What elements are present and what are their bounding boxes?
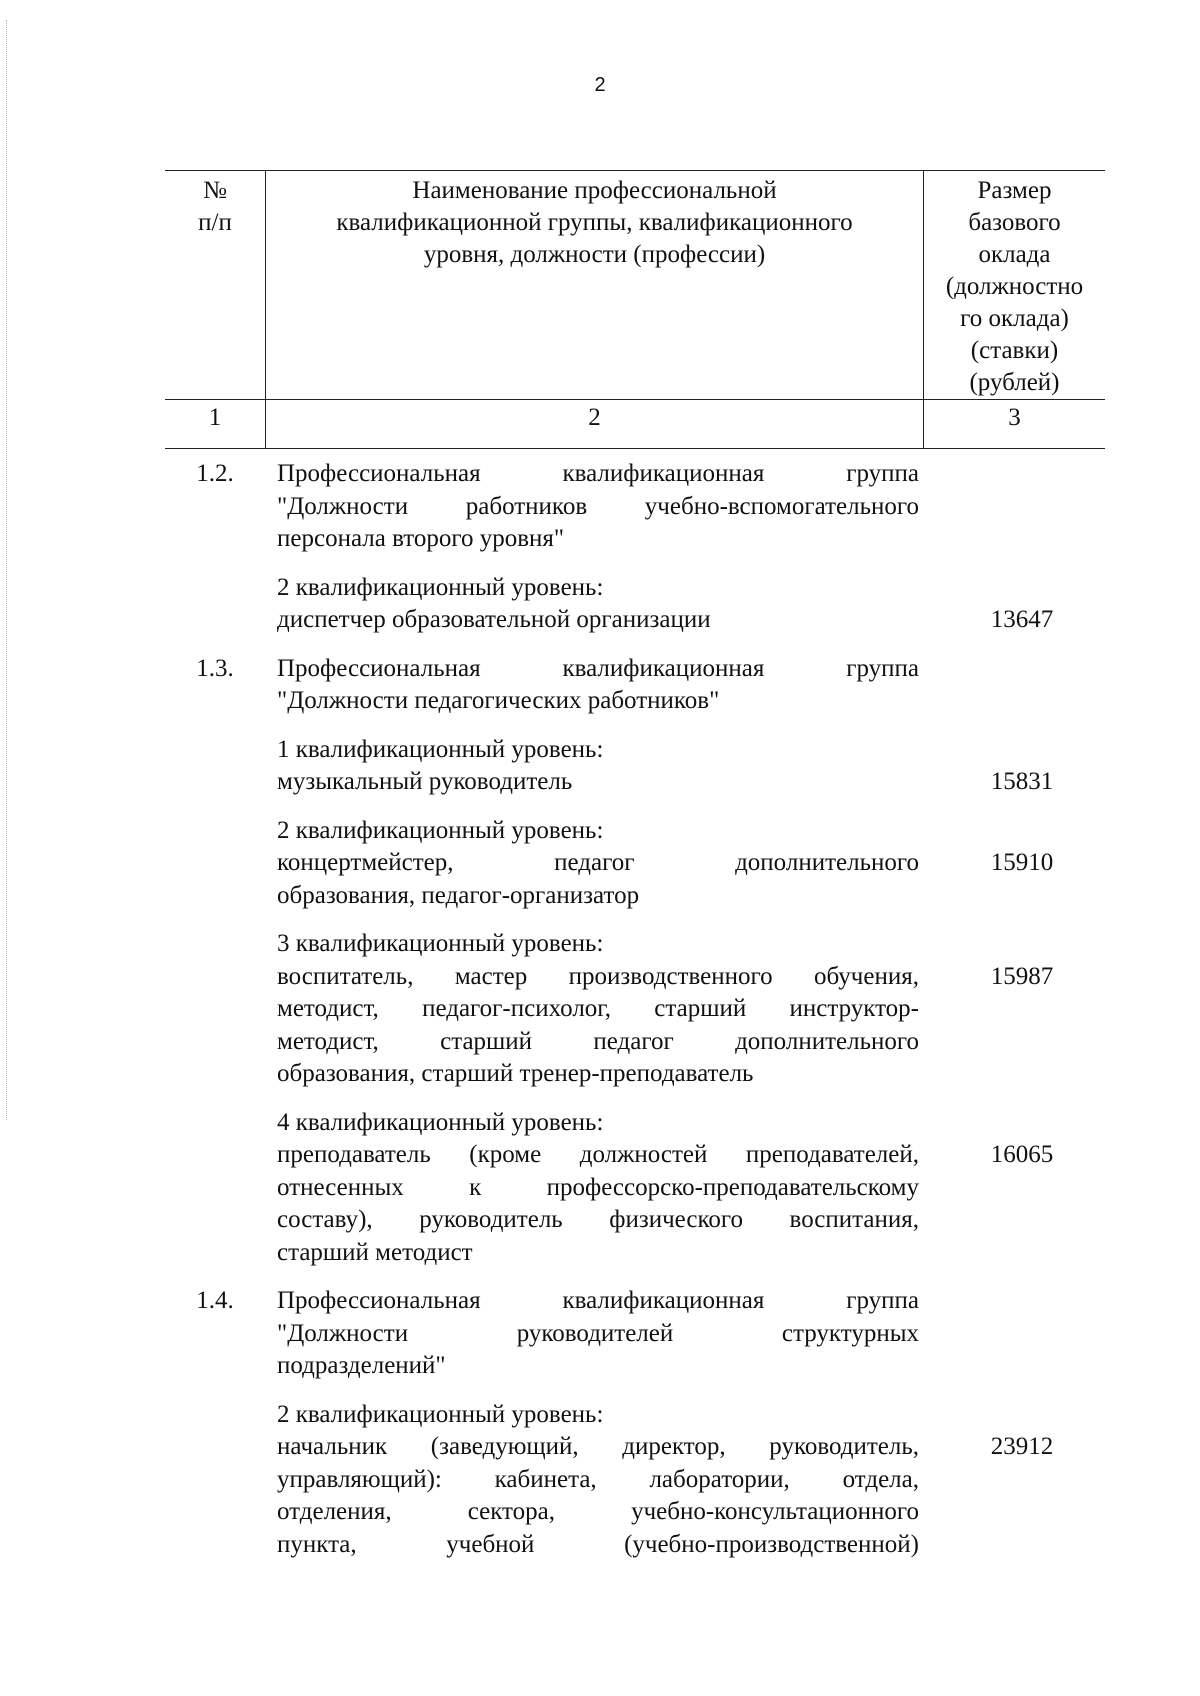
position-line: методист, педагог-психолог, старший инструктор- xyxy=(277,995,919,1022)
level-content xyxy=(277,572,919,637)
position-line: пункта, учебной (учебно-производственной) xyxy=(277,1530,919,1558)
level-number-empty xyxy=(165,734,265,799)
group-title-line: Профессиональная квалификационная группа xyxy=(277,1287,919,1314)
page-number: 2 xyxy=(594,74,606,96)
group-title xyxy=(277,653,919,718)
group-title-line: персонала второго уровня" xyxy=(277,525,565,552)
level-label: 2 квалификационный уровень: xyxy=(277,573,604,601)
position-line: отнесенных к профессорско-преподавательскому xyxy=(277,1173,919,1201)
group-number: 1.2. xyxy=(196,460,234,487)
salary-spacer xyxy=(939,815,1105,848)
level-content xyxy=(277,1399,919,1562)
level-label: 4 квалификационный уровень: xyxy=(277,1108,604,1136)
level-row xyxy=(165,572,1105,637)
group-number: 1.3. xyxy=(196,654,234,682)
header-col-number xyxy=(165,171,265,399)
level-number-empty xyxy=(165,1399,265,1562)
position-line: образования, старший тренер-преподаватель xyxy=(277,1060,754,1087)
header-col-salary xyxy=(923,171,1105,399)
group-title-line: "Должности педагогических работников" xyxy=(277,687,720,714)
scan-edge-marks xyxy=(6,20,9,1120)
salary-spacer xyxy=(939,1107,1105,1140)
position-line: старший методист xyxy=(277,1238,473,1266)
salary-amount: 23912 xyxy=(990,1433,1054,1460)
position-line: воспитатель, мастер производственного обучения, xyxy=(277,962,919,990)
base-salary-value xyxy=(919,815,1105,913)
group-salary-empty xyxy=(919,1285,1105,1383)
header-num-2: 2 xyxy=(265,400,923,448)
base-salary-value xyxy=(919,572,1105,637)
level-content xyxy=(277,928,919,1091)
header-col3-line: (ставки) xyxy=(970,337,1059,364)
base-salary-value xyxy=(919,1107,1105,1270)
group-title-line: "Должности руководителей структурных xyxy=(277,1319,919,1347)
level-content xyxy=(277,815,919,913)
salary-amount: 13647 xyxy=(990,606,1054,633)
group-title xyxy=(277,458,919,556)
group-number: 1.4. xyxy=(196,1287,234,1314)
group-title-row xyxy=(165,1285,1105,1383)
base-salary-value xyxy=(919,928,1105,1091)
salary-amount: 15987 xyxy=(990,962,1054,990)
group-title-row xyxy=(165,653,1105,718)
table-header xyxy=(165,170,1105,449)
level-number-empty xyxy=(165,572,265,637)
level-label: 3 квалификационный уровень: xyxy=(277,930,604,957)
level-content xyxy=(277,734,919,799)
salary-amount: 15910 xyxy=(990,849,1054,876)
position-line: начальник (заведующий, директор, руководитель, xyxy=(277,1433,919,1460)
group-title-line: подразделений" xyxy=(277,1352,446,1379)
level-row xyxy=(165,815,1105,913)
group-title-line: Профессиональная квалификационная группа xyxy=(277,460,919,487)
salary-spacer xyxy=(939,572,1105,605)
position-line: отделения, сектора, учебно-консультационного xyxy=(277,1498,919,1525)
salary-amount: 16065 xyxy=(990,1141,1054,1168)
group-salary-empty xyxy=(919,653,1105,718)
header-num-1: 1 xyxy=(208,404,222,431)
group-title xyxy=(277,1285,919,1383)
base-salary-value xyxy=(919,1399,1105,1562)
level-row xyxy=(165,1399,1105,1562)
header-col3-line: го оклада) xyxy=(960,305,1069,332)
level-number-empty xyxy=(165,1107,265,1270)
salary-spacer xyxy=(939,928,1105,961)
header-col1-line: № xyxy=(203,177,227,204)
position-line: диспетчер образовательной организации xyxy=(277,606,711,633)
group-title-row xyxy=(165,458,1105,556)
header-col3-line: (рублей) xyxy=(969,369,1060,396)
position-line: концертмейстер, педагог дополнительного xyxy=(277,849,919,876)
group-title-line: "Должности работников учебно-вспомогательного xyxy=(277,492,919,520)
group-title-line: Профессиональная квалификационная группа xyxy=(277,654,919,682)
header-col2-line: квалификационной группы, квалификационного xyxy=(336,209,853,236)
level-row xyxy=(165,734,1105,799)
level-number-empty xyxy=(165,815,265,913)
group-salary-empty xyxy=(919,458,1105,556)
base-salary-value xyxy=(919,734,1105,799)
table-body xyxy=(165,458,1105,1577)
header-num-3: 3 xyxy=(923,400,1105,448)
salary-spacer xyxy=(939,734,1105,767)
header-col1-line: п/п xyxy=(198,209,232,236)
header-col3-line: Размер xyxy=(977,177,1052,204)
position-line: управляющий): кабинета, лаборатории, отдела, xyxy=(277,1465,919,1493)
level-label: 2 квалификационный уровень: xyxy=(277,816,604,844)
level-label: 2 квалификационный уровень: xyxy=(277,1400,604,1428)
level-number-empty xyxy=(165,928,265,1091)
position-line: преподаватель (кроме должностей преподавателей, xyxy=(277,1141,919,1168)
salary-spacer xyxy=(939,1399,1105,1432)
level-row xyxy=(165,1107,1105,1270)
header-titles-row xyxy=(165,171,1105,399)
header-col3-line: оклада xyxy=(978,241,1051,268)
header-col2-line: уровня, должности (профессии) xyxy=(423,241,766,268)
header-numbers-row xyxy=(165,399,1105,448)
position-line: музыкальный руководитель xyxy=(277,768,573,795)
header-col3-line: (должностно xyxy=(945,273,1084,300)
position-line: образования, педагог-организатор xyxy=(277,881,640,909)
position-line: составу), руководитель физического воспитания, xyxy=(277,1206,919,1233)
header-col2-line: Наименование профессиональной xyxy=(412,177,777,204)
level-label: 1 квалификационный уровень: xyxy=(277,735,604,763)
level-row xyxy=(165,928,1105,1091)
header-col-name xyxy=(265,171,923,399)
level-content xyxy=(277,1107,919,1270)
header-col3-line: базового xyxy=(968,209,1061,236)
salary-amount: 15831 xyxy=(990,768,1054,795)
position-line: методист, старший педагог дополнительного xyxy=(277,1027,919,1055)
